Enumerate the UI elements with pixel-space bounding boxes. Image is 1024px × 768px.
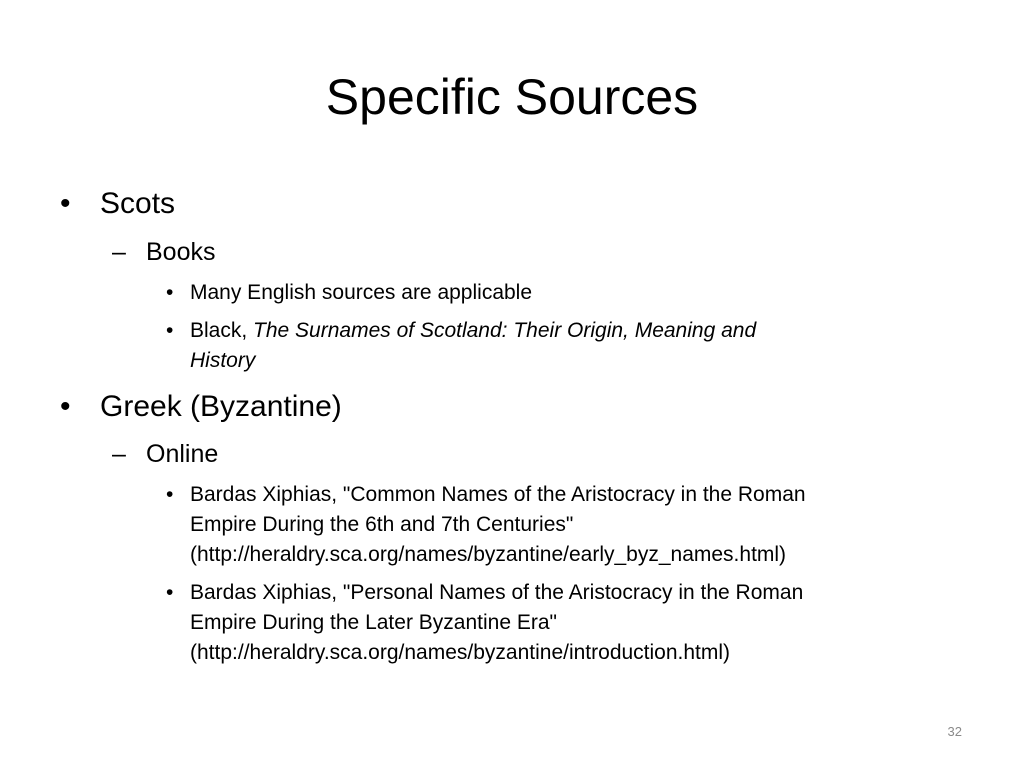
source-url: (http://heraldry.sca.org/names/byzantine/introduction.html) (190, 641, 731, 664)
book-title: The Surnames of Scotland: Their Origin, Meaning and (253, 319, 757, 342)
list-item-text (190, 316, 980, 376)
bullet-label: Scots (100, 187, 176, 220)
slide-number: 32 (947, 724, 962, 739)
dash-marker: – (112, 238, 126, 266)
list-item-line: Bardas Xiphias, "Personal Names of the Aristocracy in the Roman (190, 581, 804, 604)
dash-marker: – (112, 440, 126, 468)
bullet-marker: • (60, 390, 71, 423)
bullet-marker: • (166, 581, 174, 604)
bullet-marker: • (166, 483, 174, 506)
sub-bullet-label: Books (146, 238, 216, 266)
source-url: (http://heraldry.sca.org/names/byzantine/early_byz_names.html) (190, 543, 787, 566)
list-item-line: Empire During the Later Byzantine Era" (190, 611, 557, 634)
list-item-line: Many English sources are applicable (190, 281, 533, 304)
list-item-text (190, 480, 980, 570)
book-title-continued: History (190, 349, 256, 372)
bullet-label: Greek (Byzantine) (100, 390, 342, 423)
author-name: Black, (190, 319, 254, 342)
bullet-marker: • (166, 319, 174, 342)
list-item-line: Bardas Xiphias, "Common Names of the Aristocracy in the Roman (190, 483, 806, 506)
sub-bullet-label: Online (146, 440, 219, 468)
bullet-marker: • (60, 187, 71, 220)
list-item-text (190, 278, 980, 308)
list-item-text (190, 578, 980, 668)
list-item-line: Empire During the 6th and 7th Centuries" (190, 513, 574, 536)
list-item-line (190, 316, 980, 346)
bullet-marker: • (166, 281, 174, 304)
slide-title: Specific Sources (325, 69, 699, 125)
